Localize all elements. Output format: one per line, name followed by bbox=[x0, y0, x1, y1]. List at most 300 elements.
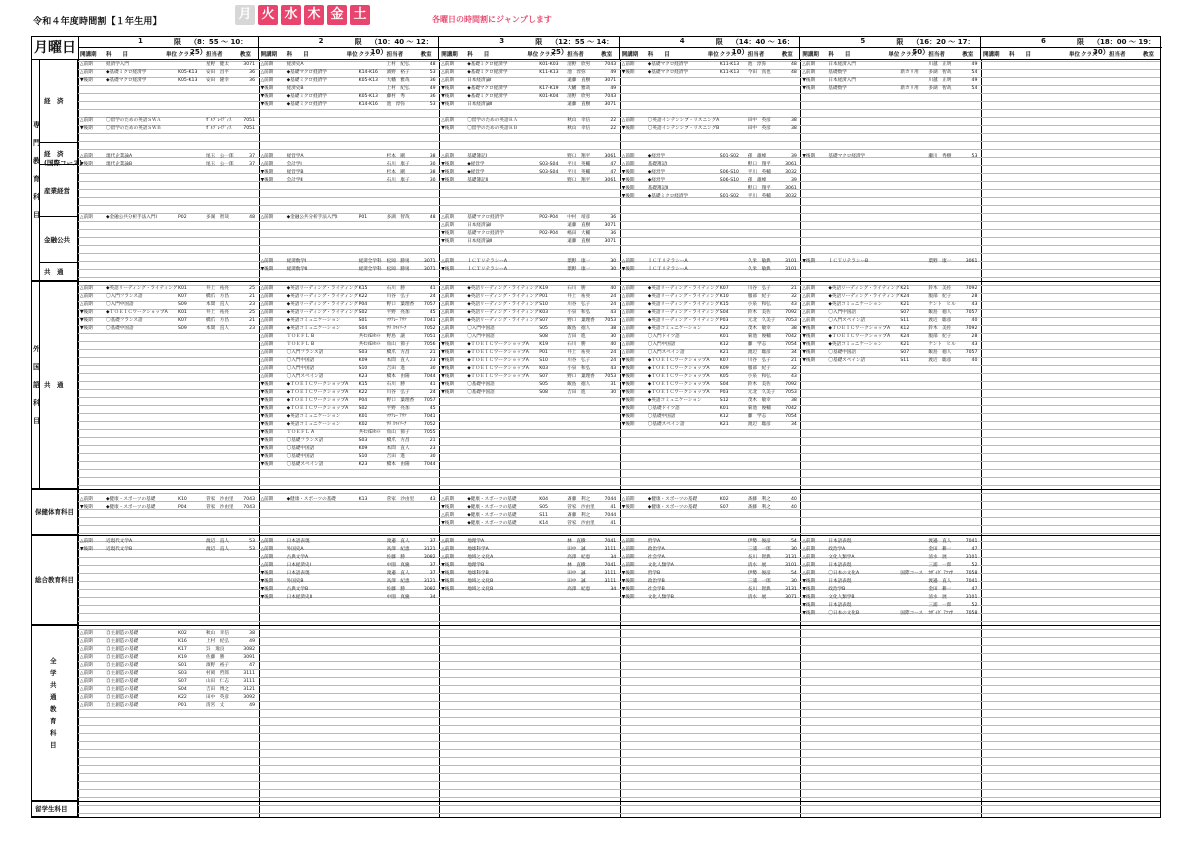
subheader-subject: 科 目 bbox=[1009, 52, 1032, 58]
course-entry bbox=[439, 285, 618, 293]
course-room: 48 bbox=[790, 70, 797, 75]
course-entry bbox=[78, 504, 257, 512]
course-subject: ◆英語コミュニケーション bbox=[286, 326, 341, 331]
grid-row-line bbox=[78, 485, 1160, 486]
course-room: 3071 bbox=[604, 78, 617, 83]
course-subject: 政治学A bbox=[647, 547, 665, 552]
course-room: 22 bbox=[610, 126, 617, 131]
course-term: △前期 bbox=[802, 563, 816, 568]
course-class: P04 bbox=[358, 302, 368, 307]
course-room: 7041 bbox=[604, 539, 617, 544]
course-teacher: 石川 勝 bbox=[567, 286, 586, 291]
course-subject: ◆基礎マクロ経済学 bbox=[647, 70, 689, 75]
course-entry bbox=[620, 365, 799, 373]
grid-row-line bbox=[78, 773, 1160, 774]
period-time: （12：55 〜 14：25） bbox=[551, 38, 614, 56]
course-teacher: 秋山 幸信 bbox=[206, 631, 229, 636]
course-subject: 自主創造の基礎 bbox=[106, 639, 139, 644]
course-class: K11-K13 bbox=[539, 70, 559, 75]
course-entry bbox=[439, 512, 618, 520]
course-entry bbox=[439, 373, 618, 381]
course-term: △前期 bbox=[80, 539, 93, 544]
course-entry bbox=[78, 538, 257, 546]
day-button-thu[interactable]: 木 bbox=[304, 5, 324, 25]
course-teacher: 村岡 哲郎 bbox=[206, 671, 229, 676]
course-entry bbox=[78, 694, 257, 702]
course-room: 7041 bbox=[965, 579, 978, 584]
course-term: △前期 bbox=[441, 118, 454, 123]
course-room: 7043 bbox=[243, 497, 255, 502]
course-class: S07 bbox=[900, 350, 910, 355]
course-subject: ◆金融公共分析手法入門Ⅰ bbox=[106, 215, 157, 220]
course-teacher: 高澤 紀恵 bbox=[567, 555, 591, 560]
course-entry bbox=[439, 538, 618, 546]
course-teacher: 上村 紀弘 bbox=[206, 639, 229, 644]
course-teacher: 井上 祐亮 bbox=[567, 350, 591, 355]
section-label-4 bbox=[32, 625, 78, 801]
course-entry bbox=[620, 309, 799, 317]
course-term: ▼後期 bbox=[260, 178, 274, 183]
course-teacher: 渡辺 直人 bbox=[206, 539, 229, 544]
course-term: ▼後期 bbox=[621, 505, 635, 510]
course-subject: 〇基礎中国語 bbox=[467, 390, 495, 395]
course-teacher: 角山 節子 bbox=[386, 342, 410, 347]
course-room: 3121 bbox=[423, 547, 436, 552]
course-term: ▼後期 bbox=[802, 86, 816, 91]
period-label: 限 bbox=[1077, 38, 1084, 46]
course-entry bbox=[620, 333, 799, 341]
course-subject: 〇入門ドイツ語 bbox=[647, 334, 680, 339]
course-entry bbox=[800, 309, 979, 317]
course-term: △前期 bbox=[441, 555, 454, 560]
course-class: K09 bbox=[358, 446, 368, 451]
course-entry bbox=[78, 678, 257, 686]
course-entry bbox=[439, 586, 618, 594]
course-entry bbox=[620, 69, 799, 77]
course-term: △前期 bbox=[80, 215, 93, 220]
course-term: ▼後期 bbox=[260, 382, 274, 387]
period-number: 6 bbox=[1041, 37, 1046, 45]
course-room: 36 bbox=[610, 215, 617, 220]
course-class: S07 bbox=[178, 679, 187, 684]
course-entry bbox=[259, 594, 438, 602]
course-entry bbox=[259, 85, 438, 93]
course-subject: 〇入門フランス語 bbox=[106, 294, 143, 299]
course-room: 7057 bbox=[423, 398, 436, 403]
course-subject: ◆ＴＯＥＩＣワークショップA bbox=[106, 310, 168, 315]
course-teacher: 清水 展 bbox=[747, 563, 767, 568]
course-subject: 近現代文学A bbox=[106, 539, 133, 544]
subsection-name: 共 通 bbox=[44, 381, 64, 389]
course-subject: ◆基礎ミクロ経済学 bbox=[467, 70, 508, 75]
subsection-0-0 bbox=[40, 59, 78, 143]
course-class: S01 bbox=[178, 663, 187, 668]
course-teacher: 遠藤 直樹 bbox=[567, 223, 591, 228]
subsection-0-3 bbox=[40, 217, 78, 263]
period-time: （18：00 〜 19：30） bbox=[1093, 38, 1156, 56]
course-room: 38 bbox=[790, 398, 797, 403]
course-entry bbox=[259, 554, 438, 562]
course-room: 3091 bbox=[243, 655, 255, 660]
course-subject: 〇基礎フランス語 bbox=[286, 438, 324, 443]
section-divider bbox=[32, 281, 1160, 282]
course-term: △前期 bbox=[621, 350, 635, 355]
course-term: ▼後期 bbox=[441, 374, 454, 379]
course-entry bbox=[439, 570, 618, 578]
course-teacher: ﾏｸﾃﾚｰ ｱﾜﾂ bbox=[386, 414, 407, 419]
course-term: △前期 bbox=[441, 547, 454, 552]
course-entry bbox=[439, 222, 618, 230]
course-room: 38 bbox=[790, 126, 797, 131]
course-entry bbox=[439, 357, 618, 365]
grid-row-line bbox=[78, 789, 1160, 790]
course-term: △前期 bbox=[802, 302, 816, 307]
course-room: 3071 bbox=[423, 259, 436, 264]
course-class: K05-K13 bbox=[358, 78, 378, 83]
course-room: 40 bbox=[610, 286, 617, 291]
course-class: P02-P04 bbox=[539, 231, 559, 236]
course-term: △前期 bbox=[260, 162, 274, 167]
course-term: ▼後期 bbox=[260, 406, 274, 411]
day-button-tue[interactable]: 火 bbox=[258, 5, 278, 25]
course-teacher: 菅家 沙由里 bbox=[386, 497, 415, 502]
course-entry bbox=[800, 578, 979, 586]
course-room: 37 bbox=[249, 154, 255, 159]
course-room: 22 bbox=[610, 118, 617, 123]
course-class: K19 bbox=[539, 286, 549, 291]
course-teacher: 川谷 弘子 bbox=[386, 294, 410, 299]
course-entry bbox=[259, 546, 438, 554]
course-term: △前期 bbox=[260, 547, 274, 552]
course-teacher: 金田 耕一 bbox=[928, 547, 952, 552]
grid-row-line bbox=[78, 253, 1160, 254]
course-class: S09 bbox=[178, 302, 187, 307]
course-subject: ◆経営学 bbox=[467, 170, 485, 175]
course-term: △前期 bbox=[802, 70, 816, 75]
subsection-name: 経 済 (国際コース) bbox=[44, 150, 83, 167]
period-4-header bbox=[620, 37, 801, 59]
course-entry bbox=[259, 69, 438, 77]
course-subject: ◆英語リーディング・ライティング bbox=[467, 318, 539, 323]
course-entry bbox=[439, 266, 618, 274]
course-entry bbox=[620, 266, 799, 274]
course-class: 新カリ用 bbox=[900, 70, 919, 75]
subheader-teacher: 担当者 bbox=[206, 52, 223, 58]
course-subject: 政治学B bbox=[828, 587, 846, 592]
section-divider bbox=[32, 625, 1160, 626]
course-teacher: 清水 展 bbox=[928, 555, 947, 560]
course-subject: ◆経営学 bbox=[647, 154, 666, 159]
course-class: P04 bbox=[178, 505, 187, 510]
course-teacher: 服部 紀子 bbox=[928, 334, 952, 339]
course-class: K14 bbox=[539, 521, 549, 526]
course-teacher: 田中 誠 bbox=[567, 571, 586, 576]
period-5-header bbox=[800, 37, 981, 59]
course-class: K16 bbox=[178, 639, 187, 644]
course-teacher: 佐藤 勝 bbox=[386, 555, 405, 560]
subheader-subject: 科 目 bbox=[647, 52, 670, 58]
course-term: ▼後期 bbox=[260, 587, 274, 592]
course-teacher: ケント ヒル bbox=[928, 302, 956, 307]
course-teacher: ｶﾞﾙﾌﾞﾚｲﾃﾞｨｽ bbox=[206, 118, 232, 123]
course-term: ▼後期 bbox=[802, 342, 816, 347]
course-subject: ◆基礎ミクロ経済学 bbox=[286, 94, 327, 99]
course-subject: 経営学A bbox=[286, 154, 304, 159]
course-term: △前期 bbox=[441, 223, 454, 228]
course-entry bbox=[259, 413, 438, 421]
course-room: 3111 bbox=[243, 671, 255, 676]
grid-row-line bbox=[78, 533, 1160, 534]
course-class: S01 bbox=[358, 318, 368, 323]
course-room: 7052 bbox=[423, 422, 436, 427]
course-term: △前期 bbox=[621, 302, 635, 307]
course-term: △前期 bbox=[441, 318, 454, 323]
course-teacher: 遠藤 直樹 bbox=[567, 78, 591, 83]
course-class: S02 bbox=[358, 406, 368, 411]
course-room: 39 bbox=[790, 178, 797, 183]
course-subject: 自主創造の基礎 bbox=[106, 663, 139, 668]
course-term: ▼後期 bbox=[80, 78, 93, 83]
course-entry bbox=[78, 638, 257, 646]
course-subject: ◆英語リーディング・ライティング bbox=[286, 286, 358, 291]
course-room: 47 bbox=[971, 547, 978, 552]
course-term: △前期 bbox=[260, 78, 274, 83]
course-entry bbox=[620, 554, 799, 562]
course-class: S11 bbox=[539, 513, 548, 518]
course-term: ▼後期 bbox=[621, 70, 635, 75]
timetable-sheet bbox=[31, 36, 1161, 818]
course-term: △前期 bbox=[80, 695, 93, 700]
course-entry bbox=[620, 389, 799, 397]
course-teacher: 吉田 進 bbox=[386, 366, 405, 371]
course-subject: 〇留学のための英語ＲＢ bbox=[467, 126, 518, 131]
course-subject: 日本語表現 bbox=[286, 571, 310, 576]
grid-row-line bbox=[78, 517, 1160, 518]
course-term: ▼後期 bbox=[441, 382, 454, 387]
course-subject: 近現代文学B bbox=[106, 547, 133, 552]
course-class: S08 bbox=[539, 334, 548, 339]
course-class: S03 bbox=[358, 438, 368, 443]
course-teacher: 橋爪 方昌 bbox=[206, 294, 229, 299]
course-term: △前期 bbox=[621, 286, 635, 291]
course-room: 41 bbox=[610, 521, 617, 526]
course-subject: 文化人類学A bbox=[828, 555, 855, 560]
course-class: S10 bbox=[358, 454, 368, 459]
course-subject: ＴＯＥＦＬ A bbox=[286, 430, 315, 435]
course-room: 7092 bbox=[785, 310, 797, 315]
grid-row-line bbox=[78, 453, 1160, 454]
course-entry bbox=[259, 570, 438, 578]
course-class: K17-K19 bbox=[539, 86, 559, 91]
grid-row-line bbox=[78, 237, 1160, 238]
course-term: ▼後期 bbox=[802, 326, 816, 331]
course-room: 38 bbox=[429, 170, 436, 175]
course-class: P03 bbox=[719, 390, 729, 395]
course-room: 37 bbox=[429, 563, 436, 568]
course-room: 7041 bbox=[965, 539, 978, 544]
course-teacher: 小泉 和弘 bbox=[747, 302, 771, 307]
grid-row-line bbox=[78, 445, 1160, 446]
day-button-sat[interactable]: 土 bbox=[350, 5, 370, 25]
course-entry bbox=[259, 586, 438, 594]
section-name: 総合教育科目 bbox=[35, 576, 74, 584]
course-entry bbox=[259, 381, 438, 389]
course-teacher: 伊勢 俊彦 bbox=[747, 571, 771, 576]
course-class: S03 bbox=[178, 671, 187, 676]
course-teacher: 飯島 徳人 bbox=[567, 382, 591, 387]
day-button-mon[interactable]: 月 bbox=[235, 5, 255, 25]
course-class: K19 bbox=[539, 342, 549, 347]
course-room: 7052 bbox=[423, 326, 436, 331]
course-term: ▼後期 bbox=[260, 398, 274, 403]
course-subject: ◆基礎ミクロ経済学 bbox=[647, 194, 689, 199]
section-name: 専 門 教 育 科 目 bbox=[33, 121, 40, 219]
course-room: 24 bbox=[610, 350, 617, 355]
course-term: ▼後期 bbox=[441, 94, 454, 99]
course-teacher: 石川 康子 bbox=[386, 178, 410, 183]
course-entry bbox=[439, 117, 618, 125]
course-entry bbox=[78, 309, 257, 317]
course-room: 3061 bbox=[965, 259, 978, 264]
course-teacher: 遠藤 直樹 bbox=[567, 239, 591, 244]
subheader-teacher: 担当者 bbox=[1109, 52, 1126, 58]
course-teacher: 斎藤 利之 bbox=[567, 513, 591, 518]
course-teacher: 元北 久美子 bbox=[747, 318, 776, 323]
course-term: ▼後期 bbox=[802, 579, 816, 584]
course-subject: 〇英語インテンシブ・リスニングA bbox=[647, 118, 720, 123]
course-teacher: 遠藤 直樹 bbox=[567, 102, 591, 107]
course-teacher: 菅家 沙由里 bbox=[567, 521, 595, 526]
period-2-header bbox=[259, 37, 440, 59]
course-subject: ◆ＴＯＥＩＣワークショップA bbox=[467, 366, 529, 371]
course-entry bbox=[439, 554, 618, 562]
course-term: △前期 bbox=[441, 497, 454, 502]
course-term: ▼後期 bbox=[441, 126, 454, 131]
subheader-subject: 科 目 bbox=[467, 52, 490, 58]
course-term: ▼後期 bbox=[441, 342, 454, 347]
course-subject: 〇基礎スペイン語 bbox=[286, 462, 324, 467]
course-room: 23 bbox=[249, 302, 255, 307]
subheader-term: 開講期 bbox=[802, 52, 819, 58]
course-entry bbox=[620, 258, 799, 266]
course-subject: 日本語表現 bbox=[828, 603, 852, 608]
day-button-fri[interactable]: 金 bbox=[327, 5, 347, 25]
course-subject: 基礎数学 bbox=[828, 86, 847, 91]
course-teacher: 鈴木 美佐 bbox=[747, 382, 771, 387]
course-entry bbox=[620, 153, 799, 161]
course-term: △前期 bbox=[802, 571, 816, 576]
course-entry bbox=[620, 381, 799, 389]
subheader-class: クラス bbox=[1081, 52, 1098, 58]
course-entry bbox=[800, 538, 979, 546]
course-teacher: 本間 直人 bbox=[386, 446, 410, 451]
course-teacher: 佐藤 勝 bbox=[206, 655, 225, 660]
course-room: 25 bbox=[249, 310, 255, 315]
course-teacher: 長川 智典 bbox=[747, 587, 771, 592]
course-subject: 経営学B bbox=[286, 170, 304, 175]
grid-row-line bbox=[78, 93, 1160, 94]
course-subject: ◆ＴＯＥＩＣワークショップA bbox=[647, 390, 710, 395]
course-entry bbox=[259, 177, 438, 185]
course-teacher: 中園 真慶 bbox=[386, 563, 410, 568]
course-subject: ◆基礎ミクロ経済学 bbox=[467, 94, 508, 99]
course-teacher: 渡辺 直人 bbox=[206, 547, 229, 552]
course-entry bbox=[800, 586, 979, 594]
course-teacher: 茂木 敏幸 bbox=[747, 398, 771, 403]
course-subject: ＴＯＥＦＬ B bbox=[286, 342, 315, 347]
course-subject: ◆ＴＯＥＩＣワークショップA bbox=[286, 390, 349, 395]
course-teacher: 尾玉 公一郎 bbox=[206, 162, 234, 167]
course-room: 7041 bbox=[423, 318, 436, 323]
grid-row-line bbox=[78, 621, 1160, 622]
course-teacher: 野口 葉理香 bbox=[567, 374, 595, 379]
course-teacher: 呉 逸良 bbox=[206, 647, 225, 652]
course-class: K04 bbox=[539, 497, 549, 502]
course-class: 新カリ用 bbox=[900, 86, 919, 91]
grid-row-line bbox=[78, 245, 1160, 246]
course-subject: 〇入門中国語 bbox=[828, 310, 856, 315]
course-term: ▼後期 bbox=[621, 170, 635, 175]
course-entry bbox=[78, 630, 257, 638]
course-class: K19 bbox=[178, 655, 187, 660]
course-class: K10 bbox=[178, 497, 187, 502]
course-class: S11 bbox=[900, 358, 910, 363]
course-teacher: 川谷 弘子 bbox=[567, 358, 591, 363]
course-term: ▼後期 bbox=[260, 579, 274, 584]
course-class: 共ｾﾝ/EIｾｯﾄ bbox=[358, 334, 381, 339]
course-subject: ◆基礎ミクロ経済学 bbox=[106, 70, 147, 75]
course-entry bbox=[439, 169, 618, 177]
course-teacher: ｻﾗ ｽﾏｲﾘｰﾅ bbox=[386, 326, 407, 331]
course-teacher: 田中 英彦 bbox=[747, 118, 771, 123]
course-term: ▼後期 bbox=[260, 438, 274, 443]
course-teacher: 小泉 和弘 bbox=[567, 310, 591, 315]
course-subject: ◆英語リーディング・ライティング bbox=[647, 318, 720, 323]
course-room: 21 bbox=[249, 318, 255, 323]
course-subject: 文化人類学B bbox=[828, 595, 855, 600]
course-entry bbox=[78, 293, 257, 301]
course-subject: ◆経営学 bbox=[467, 162, 485, 167]
course-teacher: 安田 昌平 bbox=[206, 70, 229, 75]
section-label-2 bbox=[32, 489, 78, 535]
subheader-room: 教室 bbox=[601, 52, 613, 58]
course-class: S04 bbox=[358, 326, 368, 331]
period-number: 2 bbox=[318, 37, 324, 45]
course-entry bbox=[259, 101, 438, 109]
course-entry bbox=[259, 153, 438, 161]
course-teacher: 平川 英輔 bbox=[747, 194, 771, 199]
course-class: K11-K13 bbox=[719, 70, 740, 75]
course-teacher: 本間 直人 bbox=[206, 326, 229, 331]
course-entry bbox=[620, 177, 799, 185]
course-term: △前期 bbox=[802, 555, 816, 560]
course-subject: 〇入門スペイン語 bbox=[286, 374, 324, 379]
day-button-wed[interactable]: 水 bbox=[281, 5, 301, 25]
period-subheader bbox=[78, 47, 258, 59]
course-term: ▼後期 bbox=[260, 86, 274, 91]
course-teacher: 菊池 俊輔 bbox=[747, 334, 771, 339]
course-subject: 外国史B bbox=[286, 579, 304, 584]
course-room: 24 bbox=[610, 294, 617, 299]
course-entry bbox=[259, 77, 438, 85]
course-term: △前期 bbox=[802, 294, 816, 299]
course-subject: 文化人類学B bbox=[647, 595, 674, 600]
course-teacher: 清宮 丈 bbox=[206, 703, 225, 708]
course-room: 41 bbox=[610, 505, 617, 510]
course-class: K03 bbox=[539, 310, 549, 315]
course-class: P01 bbox=[539, 294, 548, 299]
grid-row-line bbox=[78, 757, 1160, 758]
